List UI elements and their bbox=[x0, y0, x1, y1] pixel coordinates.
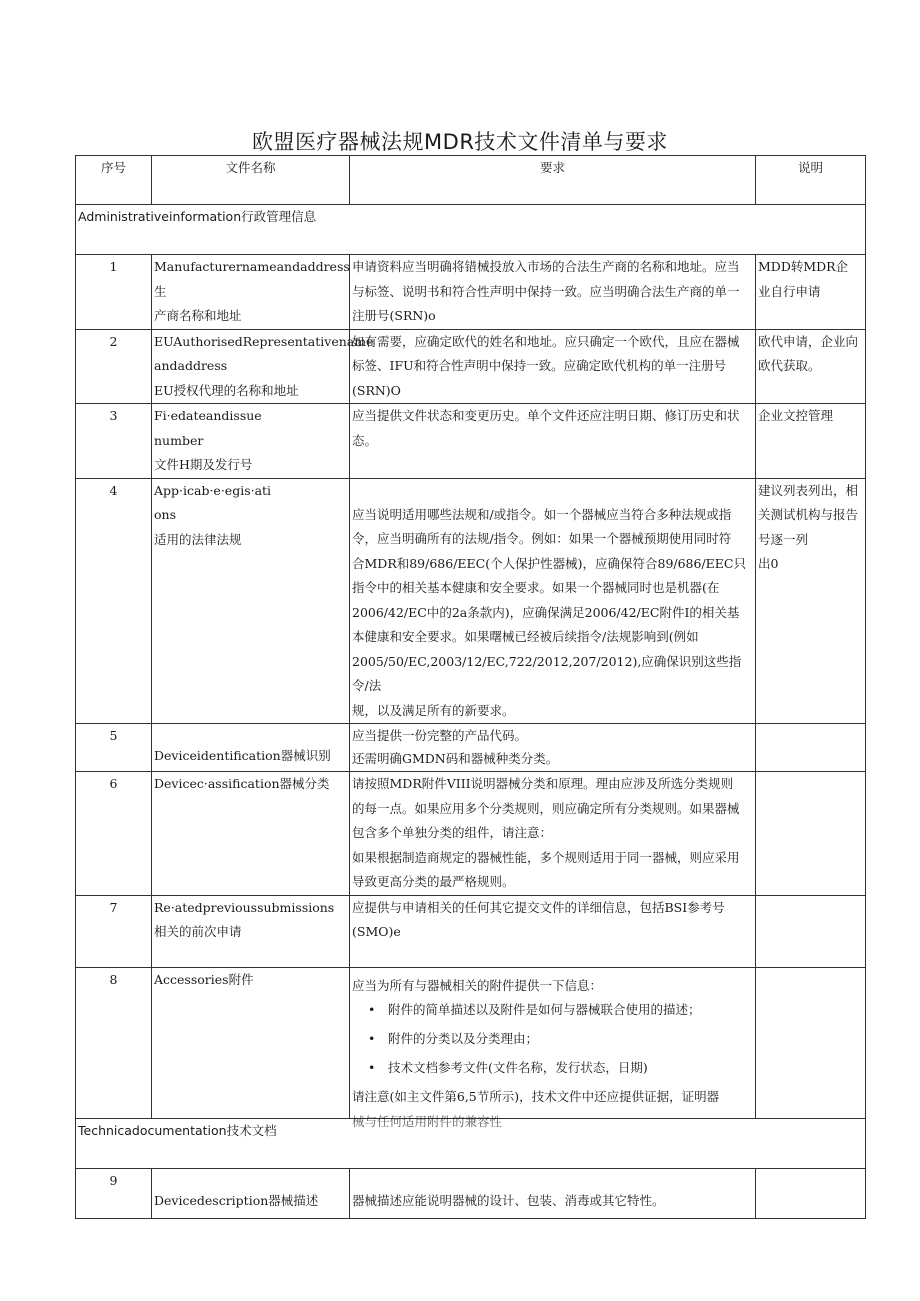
document-name bbox=[152, 329, 374, 404]
req-line: 如有需要，应确定欧代的姓名和地址。应只确定一个欧代，且应在器械 bbox=[352, 333, 740, 349]
req-line: 请注意(如主文件第6,5节所示)，技术文件中还应提供证据，证明器 bbox=[352, 1089, 720, 1104]
name-line: 产商名称和地址 bbox=[154, 308, 242, 323]
name-line: 文件H期及发行号 bbox=[154, 457, 253, 472]
section-technical: Technicadocumentation技术文档 bbox=[76, 1118, 866, 1168]
note-line: 企业文控管理 bbox=[758, 408, 834, 423]
req-line bbox=[352, 1169, 753, 1189]
req-line: 合MDR和89/686/EEC(个人保护性器械)，应确保符合89/686/EEC只 bbox=[352, 555, 746, 571]
req-line: 本健康和安全要求。如果曙械已经被后续指令/法规影响到(例如 bbox=[352, 629, 699, 644]
req-line: 2006/42/EC中的2a条款内)，应确保满足2006/42/EC附件I的相关基 bbox=[352, 604, 740, 620]
req-line: 应提供与申请相关的任何其它提交文件的详细信息，包括BSI参考号 bbox=[352, 899, 725, 915]
requirement bbox=[350, 478, 756, 724]
req-line: 如果根据制造商规定的器械性能，多个规则适用于同一器械，则应采用 bbox=[352, 849, 740, 865]
name-line: 相关的前次申请 bbox=[154, 924, 242, 939]
name-line: ons bbox=[154, 507, 176, 522]
row-number: 7 bbox=[76, 895, 152, 967]
requirement bbox=[350, 967, 756, 1129]
req-line: 的每一点。如果应用多个分类规则，则应确定所有分类规则。如果器械 bbox=[352, 800, 740, 816]
note-line: 出0 bbox=[758, 556, 779, 571]
row-number: 1 bbox=[76, 255, 152, 330]
requirements-table bbox=[75, 155, 866, 1219]
requirement bbox=[350, 255, 756, 330]
req-line: (SMO)e bbox=[352, 924, 401, 939]
table-row bbox=[76, 895, 866, 967]
note-line: 欧代申请，企业向 bbox=[758, 333, 859, 349]
table-row bbox=[76, 1168, 866, 1218]
name-line: andaddress bbox=[154, 358, 228, 373]
req-line: 应当提供文件状态和变更历史。单个文件还应注明日期、修订历史和状 bbox=[352, 408, 740, 423]
table-row bbox=[76, 255, 866, 330]
req-line bbox=[352, 479, 753, 503]
row-number: 2 bbox=[76, 329, 152, 404]
name-line: Deviceidentification器械识别 bbox=[154, 748, 331, 763]
note bbox=[756, 255, 866, 330]
name-line: number bbox=[154, 432, 204, 448]
accessory-info-list bbox=[352, 998, 753, 1080]
document-name bbox=[152, 772, 350, 896]
note-line: 业自行申请 bbox=[758, 283, 821, 299]
document-name bbox=[152, 255, 350, 330]
name-line: EUAuthorisedRepresentativename bbox=[154, 333, 374, 349]
req-line: 应当为所有与器械相关的附件提供一下信息： bbox=[352, 977, 603, 993]
row-number: 8 bbox=[76, 967, 152, 1118]
req-line: 应当提供一份完整的产品代码。 bbox=[352, 728, 528, 743]
list-item: • 技术文档参考文件(文件名称，发行状态，日期) bbox=[388, 1056, 753, 1080]
name-line: Fi·edateandissue bbox=[154, 408, 262, 423]
requirement bbox=[350, 724, 756, 772]
name-line bbox=[154, 1169, 347, 1189]
req-line: 标签、IFU和符合性声明中保持一致。应确定欧代机构的单一注册号 bbox=[352, 358, 727, 373]
row-number: 6 bbox=[76, 772, 152, 896]
table-row bbox=[76, 967, 866, 1118]
name-line: 适用的法律法规 bbox=[154, 531, 242, 547]
requirement bbox=[350, 895, 756, 967]
req-line: 还需明确GMDN码和器械种类分类。 bbox=[352, 751, 559, 766]
req-line: 器械描述应能说明器械的设计、包装、消毒或其它特性。 bbox=[352, 1192, 665, 1208]
name-line: Devicedescription器械描述 bbox=[154, 1192, 319, 1208]
section-administrative: Administrativeinformation行政管理信息 bbox=[76, 205, 866, 255]
header-note: 说明 bbox=[756, 156, 866, 205]
note-line: 关测试机构与报告 bbox=[758, 507, 859, 522]
list-item: • 附件的分类以及分类理由； bbox=[388, 1027, 753, 1051]
note-line: 建议列表列出，相 bbox=[758, 482, 859, 498]
header-requirement: 要求 bbox=[350, 156, 756, 205]
requirement bbox=[350, 329, 756, 404]
note-line: 号逐一列 bbox=[758, 531, 809, 547]
req-line: 请按照MDR附件VIII说明器械分类和原理。理由应涉及所选分类规则 bbox=[352, 776, 734, 791]
table-row bbox=[76, 329, 866, 404]
row-number: 3 bbox=[76, 404, 152, 479]
table-header bbox=[76, 156, 866, 205]
req-line: 应当说明适用哪些法规和/或指令。如一个器械应当符合多种法规或指 bbox=[352, 506, 732, 522]
name-line: Manufacturernameandaddress生 bbox=[154, 259, 350, 299]
name-line bbox=[154, 724, 347, 744]
table-row bbox=[76, 772, 866, 896]
note bbox=[756, 478, 866, 724]
header-name: 文件名称 bbox=[152, 156, 350, 205]
document-name bbox=[152, 404, 350, 479]
req-line: 包含多个单独分类的组件，请注意： bbox=[352, 825, 553, 840]
row-number: 4 bbox=[76, 478, 152, 724]
req-line: 导致更高分类的最严格规则。 bbox=[352, 874, 515, 889]
document-name bbox=[152, 895, 350, 967]
table-row bbox=[76, 478, 866, 724]
note-line: 欧代获取。 bbox=[758, 358, 821, 373]
name-line: App·icab·e·egis·ati bbox=[154, 482, 272, 498]
requirement bbox=[350, 772, 756, 896]
req-line: 规，以及满足所有的新要求。 bbox=[352, 702, 515, 718]
req-line: 指令中的相关基本健康和安全要求。如果一个器械同时也是机器(在 bbox=[352, 580, 720, 595]
req-line: 注册号(SRN)o bbox=[352, 308, 436, 323]
requirement bbox=[350, 1168, 756, 1218]
row-number: 5 bbox=[76, 724, 152, 772]
document-name bbox=[152, 967, 350, 1118]
list-item: • 附件的简单描述以及附件是如何与器械联合使用的描述； bbox=[388, 998, 753, 1022]
table-row bbox=[76, 724, 866, 772]
note bbox=[756, 1168, 866, 1218]
req-line: 与标签、说明书和符合性声明中保持一致。应当明确合法生产商的单一 bbox=[352, 283, 740, 299]
section-row bbox=[76, 205, 866, 255]
note bbox=[756, 772, 866, 896]
row-number: 9 bbox=[76, 1168, 152, 1218]
note bbox=[756, 967, 866, 1118]
document-name bbox=[152, 724, 350, 772]
req-line: (SRN)O bbox=[352, 382, 401, 398]
note bbox=[756, 404, 866, 479]
note bbox=[756, 329, 866, 404]
name-line: Accessories附件 bbox=[154, 971, 254, 987]
requirement bbox=[350, 404, 756, 479]
table-row bbox=[76, 404, 866, 479]
document-name bbox=[152, 478, 350, 724]
note-line: MDD转MDR企 bbox=[758, 259, 849, 274]
req-line-clipped: 械与任何适用附件的兼容性 bbox=[352, 1113, 503, 1129]
document-name bbox=[152, 1168, 350, 1218]
header-no: 序号 bbox=[76, 156, 152, 205]
note bbox=[756, 895, 866, 967]
name-line: Devicec·assification器械分类 bbox=[154, 776, 330, 791]
note bbox=[756, 724, 866, 772]
req-line: 令，应当明确所有的法规/指令。例如：如果一个器械预期使用同时符 bbox=[352, 531, 732, 546]
page-title: 欧盟医疗器械法规MDR技术文件清单与要求 bbox=[252, 130, 668, 154]
req-line: 申请资料应当明确将错械投放入市场的合法生产商的名称和地址。应当 bbox=[352, 259, 740, 274]
req-line: 态。 bbox=[352, 432, 378, 448]
name-line: EU授权代理的名称和地址 bbox=[154, 382, 299, 398]
req-line: 2005/50/EC,2003/12/EC,722/2012,207/2012),应确保识别这些指令/法 bbox=[352, 653, 742, 693]
name-line: Re·atedprevioussubmissions bbox=[154, 899, 335, 915]
